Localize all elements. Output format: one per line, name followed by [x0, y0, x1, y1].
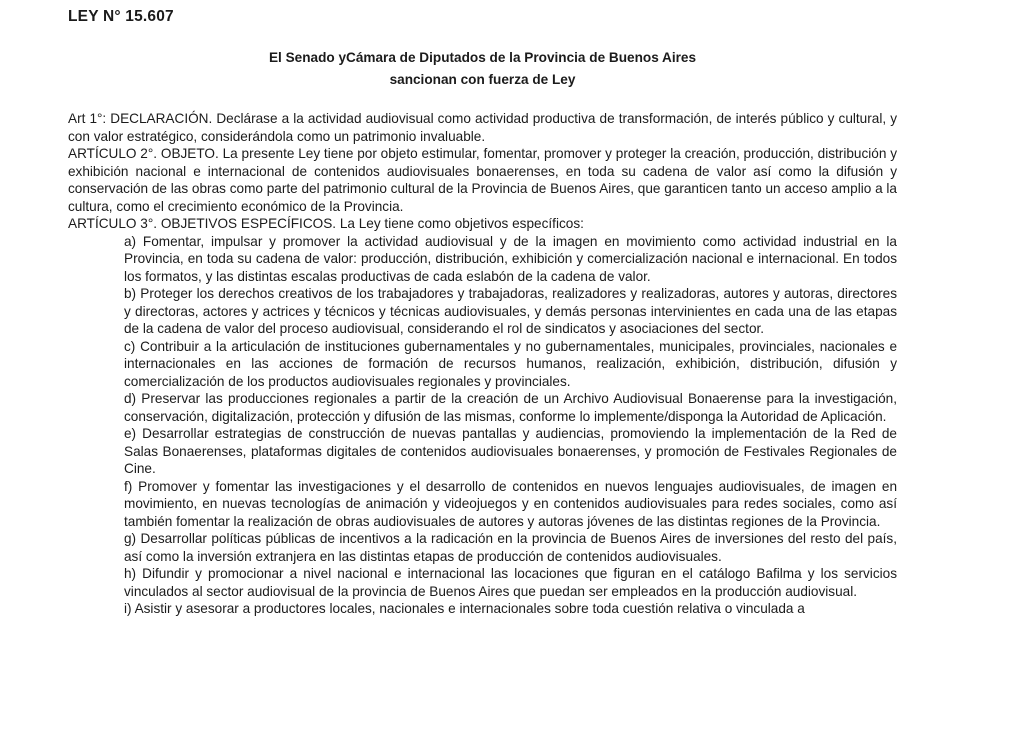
paragraph-item-c: c) Contribuir a la articulación de instituciones gubernamentales y no gubernamentales, municipales, provinciales, nacionales e internacionales en las acciones de formación de recursos humanos, realización, exhibición, distribución, difusión y comercialización de los productos audiovisuales regionales y provinciales. — [124, 338, 897, 389]
paragraph-item-a: a) Fomentar, impulsar y promover la actividad audiovisual y de la imagen en movimiento como actividad industrial en la Provincia, en toda su cadena de valor: producción, distribución, exhibición y comercialización nacional e internacional. En todos los formatos, y las distintas escalas productivas de cada eslabón de la cadena de valor. — [124, 233, 897, 284]
subtitle-line-2: sancionan con fuerza de Ley — [389, 72, 576, 87]
paragraph-item-g: g) Desarrollar políticas públicas de incentivos a la radicación en la provincia de Buenos Aires de inversiones del resto del país, así como la inversión extranjera en las distintas etapas de producción de contenidos audiovisuales. — [124, 531, 897, 564]
paragraph-item-d: d) Preservar las producciones regionales a partir de la creación de un Archivo Audiovisual Bonaerense para la investigación, conservación, digitalización, protección y difusión de las mismas, conforme lo implemente/disponga la Autoridad de Aplicación. — [124, 391, 897, 424]
law-number-title: LEY N° 15.607 — [68, 8, 174, 25]
document-subtitle — [68, 47, 897, 91]
paragraph-item-f: f) Promover y fomentar las investigaciones y el desarrollo de contenidos en nuevos lenguajes audiovisuales, de imagen en movimiento, en nuevas tecnologías de animación y videojuegos y en contenidos audiovisuales para redes sociales, como así también fomentar la realización de obras audiovisuales de autores y autoras jóvenes de las distintas regiones de la Provincia. — [124, 478, 897, 529]
paragraph-item-b: b) Proteger los derechos creativos de los trabajadores y trabajadoras, realizadores y realizadoras, autores y autoras, directores y directoras, actores y actrices y técnicos y técnicas audiovisuales, y demás personas intervinientes en cada una de las etapas de la cadena de valor del proceso audiovisual, considerando el rol de sindicatos y asociaciones del sector. — [124, 286, 897, 336]
paragraph-item-e: e) Desarrollar estrategias de construcción de nuevas pantallas y audiencias, promoviendo la implementación de la Red de Salas Bonaerenses, plataformas digitales de contenidos audiovisuales bonaerenses, y promoción de Festivales Regionales de Cine. — [124, 426, 897, 476]
paragraph-art-2: ARTÍCULO 2°. OBJETO. La presente Ley tiene por objeto estimular, fomentar, promover y proteger la creación, producción, distribución y exhibición nacional e internacional de contenidos audiovisuales bonaerenses, en toda su cadena de valor así como la difusión y conservación de las obras como parte del patrimonio cultural de la Provincia de Buenos Aires, que garanticen tanto un acceso amplio a la cultura, como el crecimiento económico de la Provincia. — [68, 146, 897, 214]
paragraph-item-i: i) Asistir y asesorar a productores locales, nacionales e internacionales sobre toda cuestión relativa o vinculada a — [124, 601, 805, 616]
subtitle-line-1: El Senado yCámara de Diputados de la Provincia de Buenos Aires — [268, 50, 697, 65]
document-body — [68, 110, 897, 618]
paragraph-art-3: ARTÍCULO 3°. OBJETIVOS ESPECÍFICOS. La Ley tiene como objetivos específicos: — [68, 216, 584, 231]
paragraph-art-1: Art 1°: DECLARACIÓN. Declárase a la actividad audiovisual como actividad productiva de transformación, de interés público y cultural, y con valor estratégico, considerándola como un patrimonio invaluable. — [68, 111, 897, 144]
paragraph-item-h: h) Difundir y promocionar a nivel nacional e internacional las locaciones que figuran en el catálogo Bafilma y los servicios vinculados al sector audiovisual de la provincia de Buenos Aires que puedan ser empleados en la producción audiovisual. — [124, 566, 897, 599]
